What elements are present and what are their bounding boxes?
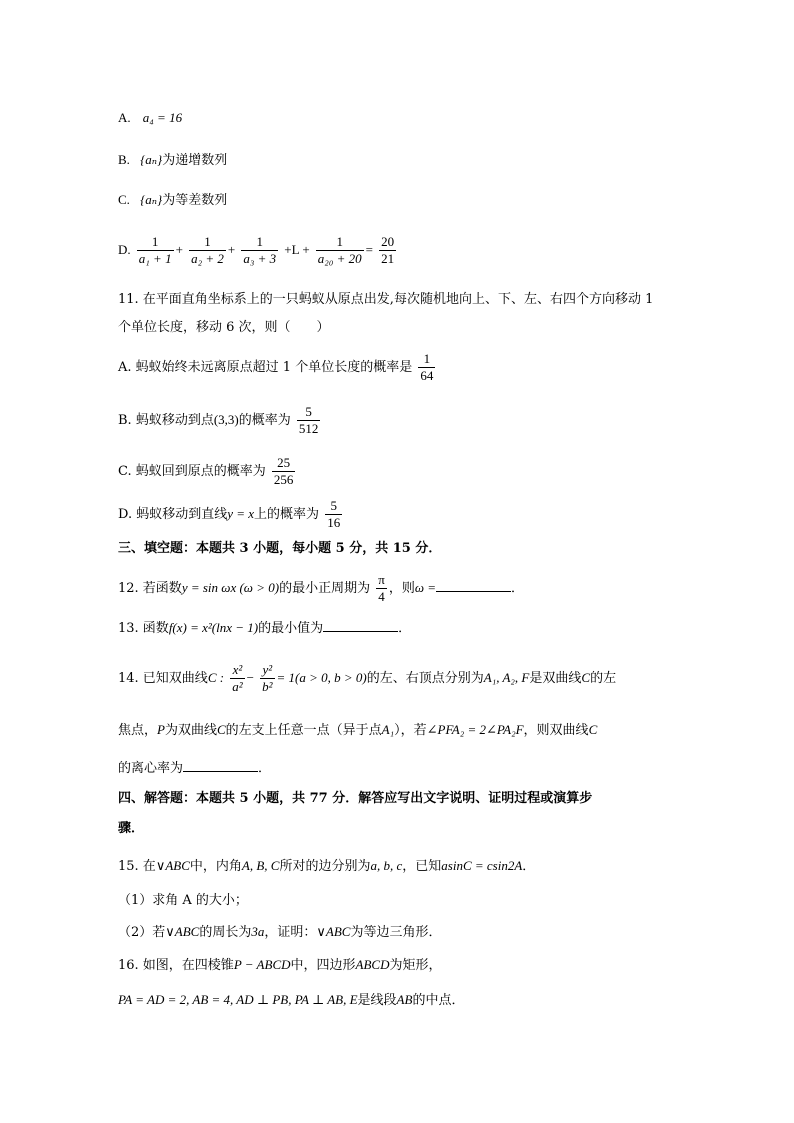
q11-option-c: C. 蚂蚁回到原点的概率为 $\frac{25}{256}$ [118, 455, 294, 487]
section-4-heading-line1: 四、解答题：本题共 5 小题，共 77 分．解答应写出文字说明、证明过程或演算步 [118, 791, 593, 806]
q15-sub2: （2）若∨ABC的周长为3a，证明：∨ABC为等边三角形． [118, 924, 442, 940]
answer-blank [436, 579, 511, 592]
fraction: $\frac{\text{x²}}{\text{a²}}$ [232, 662, 243, 694]
fraction: $\frac{25}{256}$ [273, 455, 294, 487]
q11-option-a: A. 蚂蚁始终未远离原点超过 1 个单位长度的概率是 $\frac{1}{64}$ [118, 351, 434, 383]
fraction: $\frac{1}{64}$ [420, 351, 434, 383]
q12: 12. 若函数y = sin ωx (ω > 0)的最小正周期为 $\frac{\pi}{4}$ ，则ω = ． [118, 572, 525, 604]
option-label: B. [118, 152, 130, 167]
fraction: $\frac{1}{\text{a₂₀ + 20}}$ [317, 234, 362, 266]
q16-stem: 16. 如图，在四棱锥P − ABCD中，四边形ABCD为矩形， [118, 957, 442, 973]
q11-option-d: D. 蚂蚁移动到直线y = x上的概率为 $\frac{5}{16}$ [118, 498, 341, 530]
q15-stem: 15. 在∨ABC中，内角A, B, C所对的边分别为a, b, c，已知asinC = csin2A． [118, 858, 536, 874]
answer-blank [323, 619, 398, 632]
q14-line2: 焦点，P为双曲线C的左支上任意一点（异于点A₁），若∠PFA₂ = 2∠PA₂F，则双曲线C [118, 722, 598, 738]
section-3-heading: 三、填空题：本题共 3 小题，每小题 5 分，共 15 分． [118, 541, 442, 556]
option-math: {aₙ} [140, 192, 163, 207]
fraction: $\frac{20}{21}$ [381, 234, 395, 266]
option-label: D. [118, 242, 131, 257]
fraction: $\frac{5}{16}$ [327, 498, 341, 530]
option-math: {aₙ} [140, 152, 163, 167]
answer-blank [183, 759, 258, 772]
option-text: 为递增数列 [162, 153, 228, 168]
section-4-heading-line2: 骤． [118, 821, 145, 836]
q11-stem-line1: 11. 在平面直角坐标系上的一只蚂蚁从原点出发,每次随机地向上、下、左、右四个方向移动 1 [118, 292, 654, 307]
q15-sub1: （1）求角 A 的大小； [118, 893, 248, 908]
q14-line3: 的离心率为 ． [118, 761, 272, 776]
fraction: $\frac{\text{y²}}{\text{b²}}$ [262, 662, 273, 694]
fraction: $\frac{1}{\text{a₃ + 3}}$ [243, 234, 277, 266]
option-text: 为等差数列 [162, 193, 228, 208]
q10-option-c [118, 190, 227, 211]
q10-option-d: D. $\frac{1}{\text{a₁ + 1}}$ + $\frac{1}{\text{a₂ + 2}}$ + $\frac{1}{\text{a₃ + 3}}$ +L + $\frac{1}{\text{a₂₀ + 20}}$ = $\frac{20}{21}$ [118, 234, 395, 266]
option-math: a₄ = 16 [142, 110, 183, 125]
q10-option-b [118, 150, 227, 171]
option-label: C. [118, 192, 130, 207]
q13: 13. 函数f(x) = x²(lnx − 1)的最小值为 ． [118, 620, 412, 636]
q11-stem-line2: 个单位长度，移动 6 次，则（ ） [118, 320, 330, 335]
q16-conditions: PA = AD = 2, AB = 4, AD ⊥ PB, PA ⊥ AB, E是线段AB的中点． [118, 992, 465, 1008]
fraction: $\frac{5}{512}$ [298, 404, 319, 436]
fraction: $\frac{\pi}{4}$ [378, 572, 385, 604]
q14-line1: 14. 已知双曲线C : $\frac{\text{x²}}{\text{a²}}$ − $\frac{\text{y²}}{\text{b²}}$ = 1(a > 0, b > 0)的左、右顶点分别为A₁, A₂, F是双曲线C的左 [118, 662, 617, 694]
ellipsis: +L + [284, 242, 310, 257]
q10-option-a [118, 108, 182, 129]
fraction: $\frac{1}{\text{a₂ + 2}}$ [191, 234, 224, 266]
q11-option-b: B. 蚂蚁移动到点(3,3)的概率为 $\frac{5}{512}$ [118, 404, 319, 436]
option-label: A. [118, 110, 131, 125]
fraction: $\frac{1}{\text{a₁ + 1}}$ [138, 234, 172, 266]
